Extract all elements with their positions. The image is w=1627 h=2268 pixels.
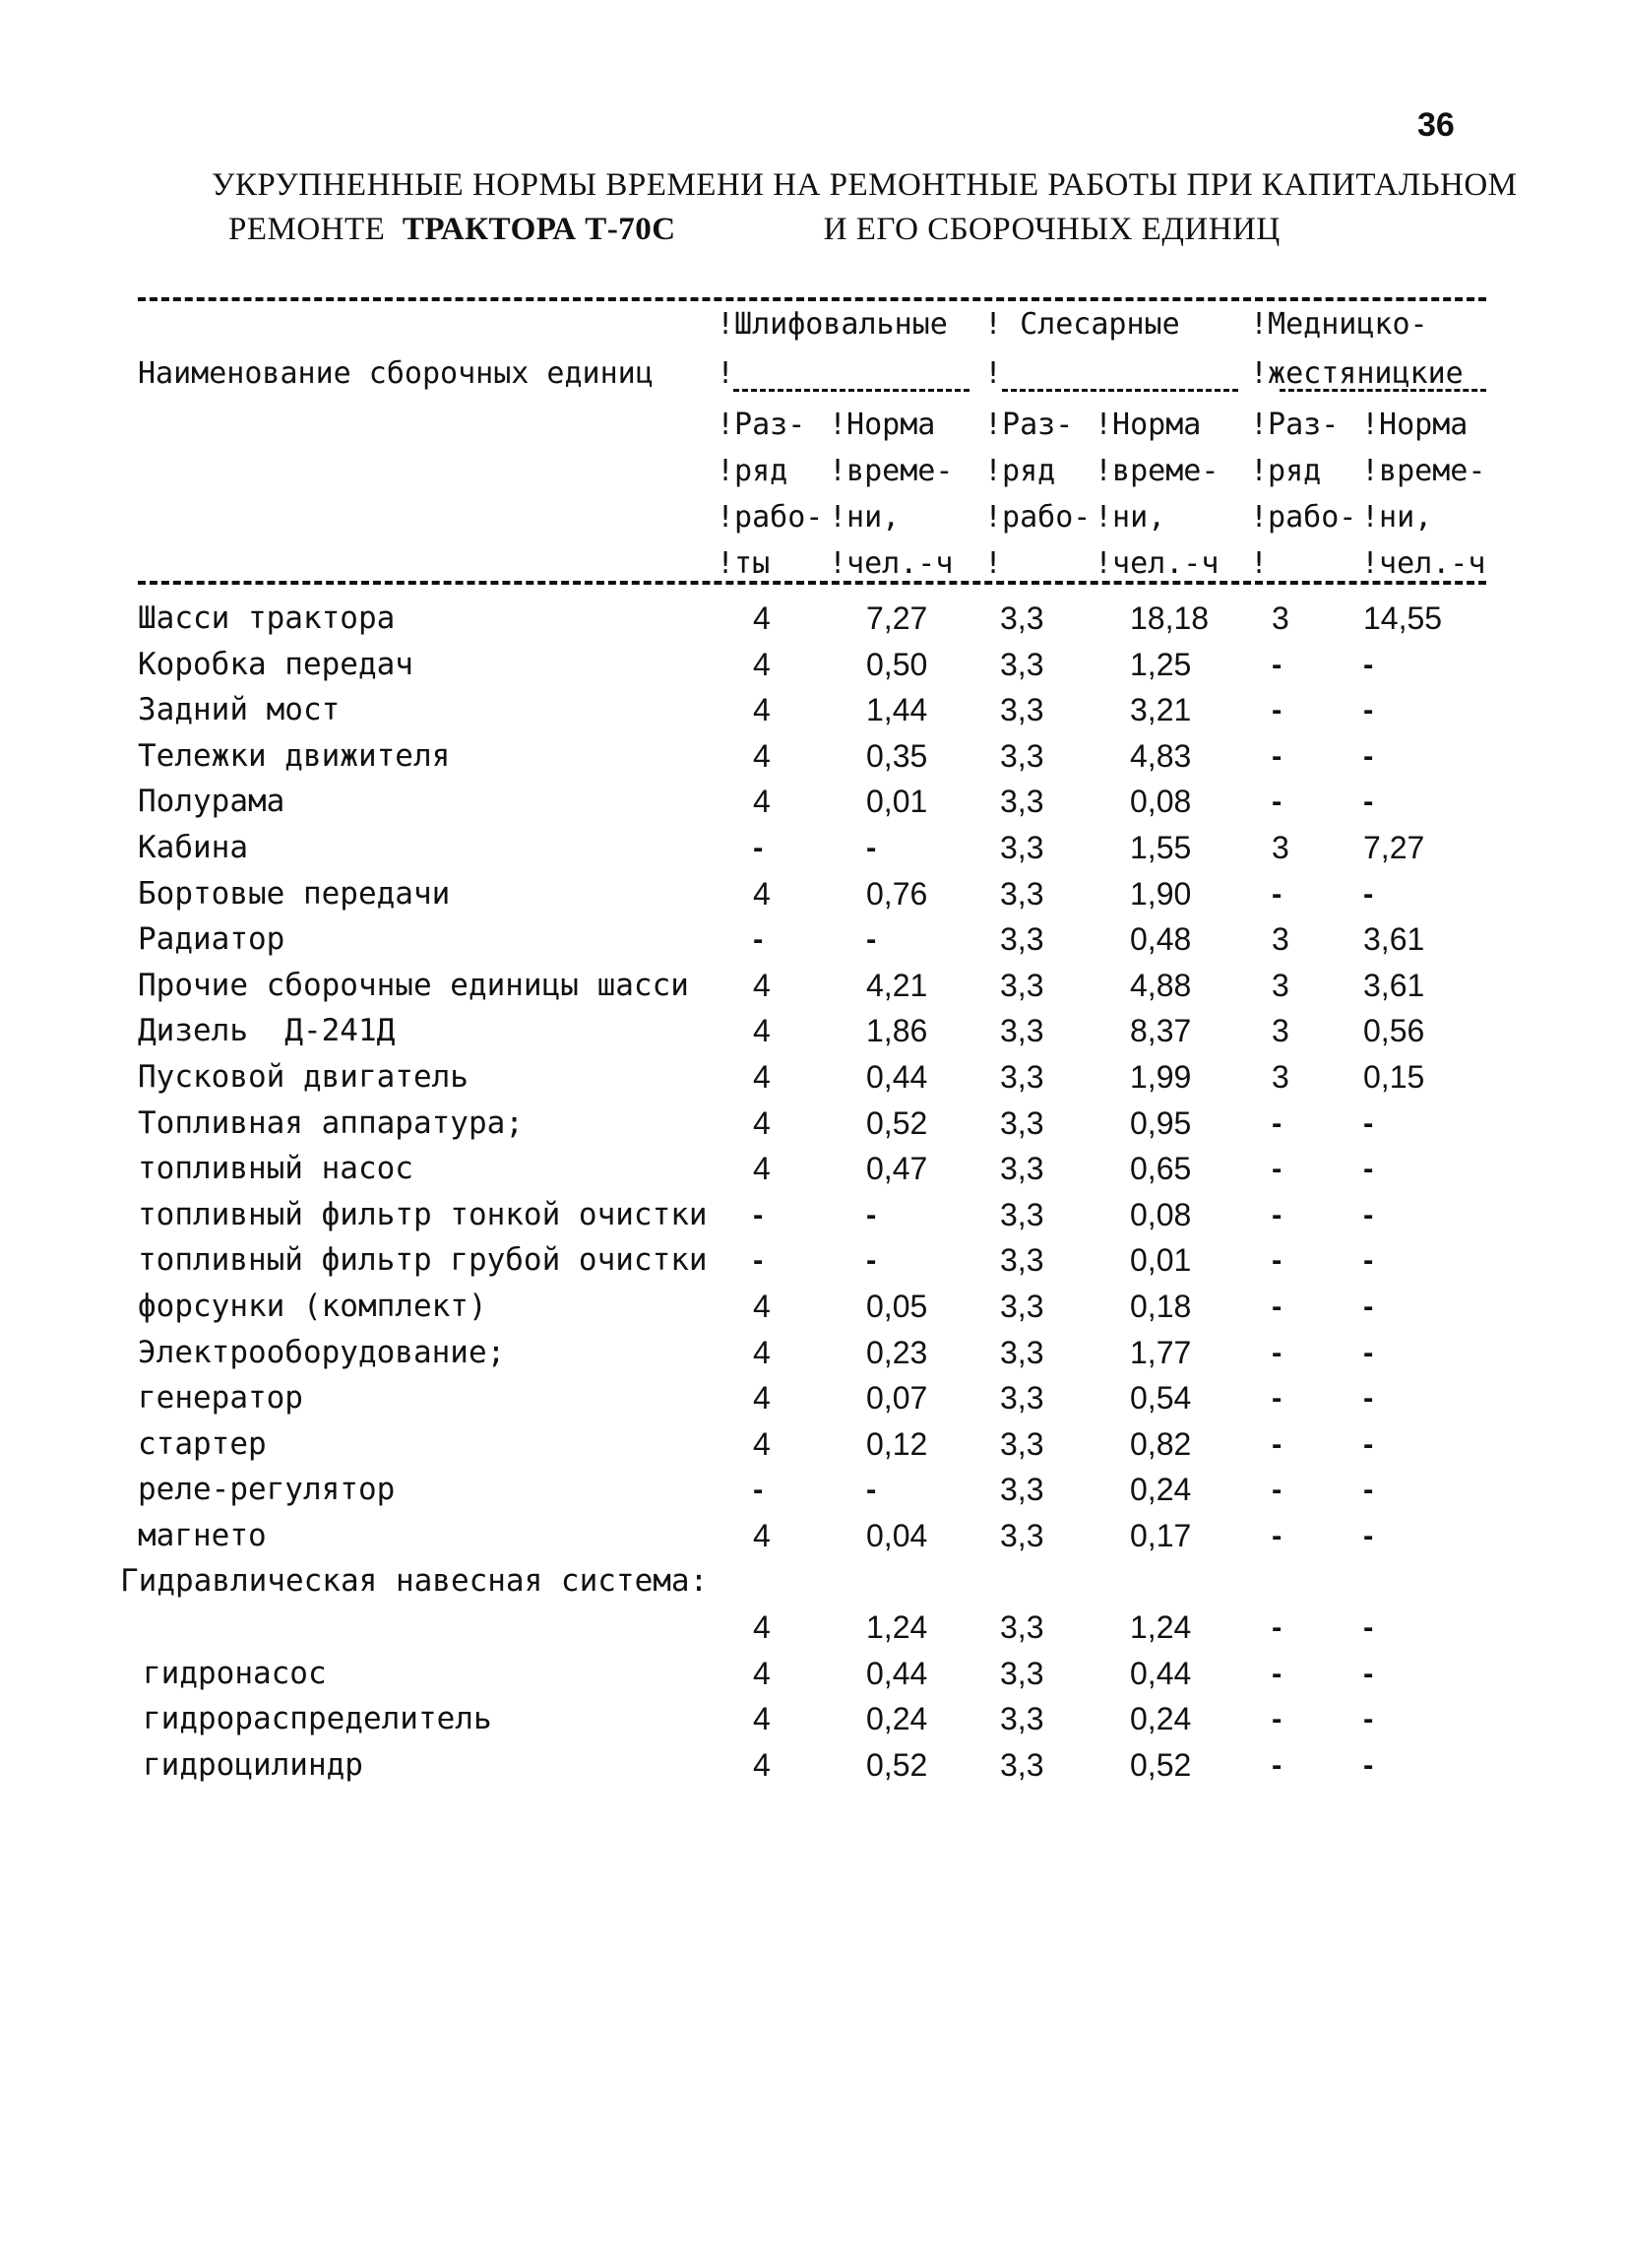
cell-grade-tinsmith: - [1272, 1472, 1283, 1507]
cell-grade-tinsmith: - [1272, 1609, 1283, 1645]
cell-grade-grinding: - [753, 1196, 764, 1231]
cell-grade-grinding: 4 [753, 967, 771, 1003]
header-group-tinsmith: !Медницко- [1250, 307, 1428, 342]
table-row [0, 1192, 1627, 1238]
row-name: магнето [138, 1517, 267, 1553]
cell-norm-grinding: 1,24 [866, 1609, 928, 1646]
cell-norm-tinsmith: - [1363, 1334, 1374, 1369]
cell-grade-grinding: 4 [753, 1746, 771, 1783]
cell-norm-tinsmith: - [1363, 646, 1374, 681]
cell-norm-tinsmith: - [1363, 1517, 1374, 1552]
cell-norm-locksmith: 1,90 [1130, 875, 1192, 912]
cell-grade-locksmith: 3,3 [1000, 921, 1044, 958]
cell-norm-locksmith: 0,52 [1130, 1746, 1192, 1783]
cell-grade-locksmith: 3,3 [1000, 646, 1044, 682]
cell-grade-grinding: 4 [753, 600, 771, 636]
cell-grade-locksmith: 3,3 [1000, 737, 1044, 774]
cell-grade-tinsmith: - [1272, 1517, 1283, 1552]
cell-grade-tinsmith: - [1272, 737, 1283, 773]
row-name: стартер [138, 1425, 267, 1462]
cell-norm-locksmith: 0,18 [1130, 1288, 1192, 1324]
cell-grade-grinding: - [753, 1472, 764, 1507]
cell-grade-grinding: 4 [753, 1701, 771, 1737]
cell-grade-tinsmith: - [1272, 1746, 1283, 1782]
cell-grade-grinding: 4 [753, 1058, 771, 1095]
cell-grade-tinsmith: - [1272, 1288, 1283, 1323]
cell-norm-grinding: 0,07 [866, 1380, 928, 1417]
cell-grade-locksmith: 3,3 [1000, 692, 1044, 728]
table-row [0, 1101, 1627, 1147]
table-row [0, 1375, 1627, 1421]
cell-norm-tinsmith: - [1363, 1655, 1374, 1690]
header-group-locksmith-bar: ! [984, 356, 1003, 391]
row-name: топливный насос [138, 1151, 413, 1187]
cell-grade-tinsmith: - [1272, 1196, 1283, 1231]
table-row [0, 1605, 1627, 1651]
cell-grade-locksmith: 3,3 [1000, 1013, 1044, 1049]
table-row [0, 1237, 1627, 1284]
cell-norm-locksmith: 0,08 [1130, 1196, 1192, 1232]
cell-norm-grinding: 0,01 [866, 784, 928, 820]
cell-norm-locksmith: 1,24 [1130, 1609, 1192, 1646]
cell-norm-locksmith: 1,77 [1130, 1334, 1192, 1370]
row-name: Электрооборудование; [138, 1334, 506, 1370]
cell-norm-tinsmith: - [1363, 1746, 1374, 1782]
cell-grade-tinsmith: - [1272, 784, 1283, 819]
header-group-locksmith: ! Слесарные [984, 307, 1180, 342]
cell-norm-tinsmith: 7,27 [1363, 829, 1425, 865]
header-group-underline [733, 389, 970, 392]
table-row [0, 687, 1627, 733]
cell-norm-locksmith: 4,88 [1130, 967, 1192, 1003]
row-name: Задний мост [138, 692, 341, 728]
cell-grade-grinding: 4 [753, 692, 771, 728]
cell-norm-grinding: - [866, 1242, 877, 1278]
cell-norm-locksmith: 0,65 [1130, 1151, 1192, 1187]
cell-norm-grinding: 0,76 [866, 875, 928, 912]
cell-grade-grinding: 4 [753, 646, 771, 682]
cell-norm-tinsmith: - [1363, 784, 1374, 819]
row-name: топливный фильтр тонкой очистки [138, 1196, 708, 1232]
cell-grade-tinsmith: - [1272, 1380, 1283, 1416]
subheader-grade-3: !Раз- !ряд !рабо- ! [1250, 408, 1357, 581]
cell-grade-grinding: 4 [753, 1013, 771, 1049]
cell-norm-grinding: - [866, 921, 877, 957]
cell-norm-tinsmith: - [1363, 1609, 1374, 1645]
cell-norm-grinding: 0,52 [866, 1746, 928, 1783]
cell-grade-grinding: 4 [753, 1334, 771, 1370]
cell-grade-grinding: 4 [753, 1380, 771, 1417]
cell-grade-tinsmith: - [1272, 1655, 1283, 1690]
row-name: топливный фильтр грубой очистки [138, 1242, 708, 1279]
cell-norm-tinsmith: - [1363, 692, 1374, 727]
document-title-line-1: УКРУПНЕННЫЕ НОРМЫ ВРЕМЕНИ НА РЕМОНТНЫЕ РАБОТЫ ПРИ КАПИТАЛЬНОМ [212, 167, 1518, 203]
cell-norm-tinsmith: 0,56 [1363, 1013, 1425, 1049]
cell-norm-locksmith: 0,48 [1130, 921, 1192, 958]
row-name: Кабина [138, 829, 248, 865]
cell-grade-tinsmith: - [1272, 646, 1283, 681]
cell-norm-locksmith: 0,01 [1130, 1242, 1192, 1279]
title-prefix: РЕМОНТЕ [228, 212, 386, 247]
cell-grade-locksmith: 3,3 [1000, 1242, 1044, 1279]
row-name: Радиатор [138, 921, 285, 958]
cell-grade-tinsmith: 3 [1272, 1013, 1289, 1049]
row-name: реле-регулятор [138, 1472, 396, 1508]
cell-norm-locksmith: 1,99 [1130, 1058, 1192, 1095]
row-name: Пусковой двигатель [138, 1058, 469, 1095]
cell-grade-locksmith: 3,3 [1000, 829, 1044, 865]
cell-grade-locksmith: 3,3 [1000, 1104, 1044, 1141]
header-group-grinding-bar: ! [717, 356, 735, 391]
cell-grade-locksmith: 3,3 [1000, 1472, 1044, 1508]
cell-norm-tinsmith: - [1363, 1701, 1374, 1736]
cell-norm-locksmith: 8,37 [1130, 1013, 1192, 1049]
table-row [0, 963, 1627, 1009]
cell-grade-tinsmith: - [1272, 692, 1283, 727]
cell-norm-grinding: 7,27 [866, 600, 928, 636]
table-row [0, 1513, 1627, 1559]
cell-grade-tinsmith: - [1272, 875, 1283, 911]
cell-grade-locksmith: 3,3 [1000, 600, 1044, 636]
cell-norm-tinsmith: 14,55 [1363, 600, 1443, 636]
cell-grade-tinsmith: - [1272, 1242, 1283, 1278]
row-name: Бортовые передачи [138, 875, 451, 912]
cell-grade-grinding: 4 [753, 1655, 771, 1691]
subheader-norm-1: !Норма !време- !ни, !чел.-ч [829, 408, 954, 581]
subheader-grade-1: !Раз- !ряд !рабо- !ты [717, 408, 824, 581]
cell-grade-locksmith: 3,3 [1000, 1425, 1044, 1462]
cell-norm-locksmith: 1,25 [1130, 646, 1192, 682]
cell-grade-grinding: 4 [753, 784, 771, 820]
cell-norm-grinding: 0,12 [866, 1425, 928, 1462]
cell-grade-grinding: 4 [753, 875, 771, 912]
row-name: Тележки движителя [138, 737, 451, 774]
row-name: форсунки (комплект) [138, 1288, 487, 1324]
row-name: Гидравлическая навесная система: [120, 1563, 709, 1600]
cell-norm-tinsmith: - [1363, 1472, 1374, 1507]
cell-norm-grinding: 1,86 [866, 1013, 928, 1049]
header-group-tinsmith-under: !жестяницкие [1250, 356, 1464, 391]
row-name: Дизель Д-241Д [138, 1013, 396, 1049]
table-row [0, 825, 1627, 871]
cell-norm-tinsmith: - [1363, 1380, 1374, 1416]
table-row [0, 1696, 1627, 1742]
cell-norm-grinding: 0,44 [866, 1655, 928, 1691]
table-row [0, 733, 1627, 780]
header-name-column: Наименование сборочных единиц [138, 356, 654, 391]
cell-grade-grinding: 4 [753, 737, 771, 774]
table-row [0, 1054, 1627, 1101]
subheader-norm-2: !Норма !време- !ни, !чел.-ч [1095, 408, 1220, 581]
page-number: 36 [1417, 106, 1455, 144]
cell-norm-grinding: 0,52 [866, 1104, 928, 1141]
cell-grade-tinsmith: 3 [1272, 967, 1289, 1003]
cell-grade-grinding: - [753, 1242, 764, 1278]
cell-grade-locksmith: 3,3 [1000, 1655, 1044, 1691]
cell-grade-locksmith: 3,3 [1000, 1058, 1044, 1095]
cell-norm-locksmith: 18,18 [1130, 600, 1210, 636]
row-name: Коробка передач [138, 646, 413, 682]
cell-grade-locksmith: 3,3 [1000, 1609, 1044, 1646]
table-row [0, 1330, 1627, 1376]
cell-grade-locksmith: 3,3 [1000, 784, 1044, 820]
cell-norm-grinding: - [866, 1196, 877, 1231]
row-name: Шасси трактора [138, 600, 396, 636]
cell-norm-tinsmith: - [1363, 1104, 1374, 1140]
table-row [0, 1742, 1627, 1789]
cell-norm-tinsmith: - [1363, 1425, 1374, 1461]
title-tractor-model: ТРАКТОРА Т-70С [402, 212, 676, 247]
cell-norm-locksmith: 0,82 [1130, 1425, 1192, 1462]
cell-grade-locksmith: 3,3 [1000, 1517, 1044, 1553]
subheader-grade-2: !Раз- !ряд !рабо- ! [984, 408, 1092, 581]
cell-norm-tinsmith: 3,61 [1363, 921, 1425, 958]
cell-norm-tinsmith: - [1363, 1196, 1374, 1231]
table-row [0, 596, 1627, 642]
cell-grade-locksmith: 3,3 [1000, 1288, 1044, 1324]
subheader-norm-3: !Норма !време- !ни, !чел.-ч [1361, 408, 1486, 581]
cell-grade-tinsmith: 3 [1272, 829, 1289, 865]
cell-grade-locksmith: 3,3 [1000, 1196, 1044, 1232]
row-name: Топливная аппаратура; [138, 1104, 524, 1141]
cell-grade-locksmith: 3,3 [1000, 1746, 1044, 1783]
cell-grade-locksmith: 3,3 [1000, 1701, 1044, 1737]
header-group-underline [1002, 389, 1238, 392]
row-name: Прочие сборочные единицы шасси [138, 967, 689, 1003]
cell-norm-tinsmith: - [1363, 875, 1374, 911]
cell-grade-grinding: 4 [753, 1517, 771, 1553]
cell-grade-locksmith: 3,3 [1000, 1151, 1044, 1187]
cell-grade-tinsmith: - [1272, 1425, 1283, 1461]
cell-norm-grinding: 0,04 [866, 1517, 928, 1553]
cell-grade-tinsmith: - [1272, 1104, 1283, 1140]
table-row [0, 916, 1627, 963]
cell-grade-grinding: - [753, 829, 764, 864]
cell-norm-locksmith: 0,08 [1130, 784, 1192, 820]
cell-norm-grinding: 0,44 [866, 1058, 928, 1095]
cell-norm-grinding: 0,05 [866, 1288, 928, 1324]
cell-norm-locksmith: 1,55 [1130, 829, 1192, 865]
row-name: генератор [138, 1380, 303, 1417]
cell-grade-tinsmith: 3 [1272, 1058, 1289, 1095]
table-header-divider [138, 581, 1486, 585]
cell-norm-tinsmith: 3,61 [1363, 967, 1425, 1003]
table-top-divider [138, 297, 1486, 301]
cell-grade-tinsmith: 3 [1272, 600, 1289, 636]
cell-norm-locksmith: 0,17 [1130, 1517, 1192, 1553]
cell-norm-grinding: 4,21 [866, 967, 928, 1003]
cell-grade-tinsmith: 3 [1272, 921, 1289, 958]
cell-grade-grinding: 4 [753, 1288, 771, 1324]
row-name: гидроцилиндр [143, 1746, 363, 1783]
cell-norm-grinding: - [866, 1472, 877, 1507]
cell-norm-grinding: - [866, 829, 877, 864]
table-row [0, 1008, 1627, 1054]
table-row [0, 779, 1627, 825]
cell-norm-grinding: 0,35 [866, 737, 928, 774]
table-row [0, 1284, 1627, 1330]
cell-norm-locksmith: 0,44 [1130, 1655, 1192, 1691]
table-row [0, 642, 1627, 688]
cell-norm-tinsmith: - [1363, 737, 1374, 773]
cell-norm-tinsmith: - [1363, 1288, 1374, 1323]
header-group-underline [1280, 389, 1486, 392]
cell-grade-grinding: - [753, 921, 764, 957]
table-row [0, 1467, 1627, 1513]
cell-grade-locksmith: 3,3 [1000, 875, 1044, 912]
cell-norm-tinsmith: - [1363, 1242, 1374, 1278]
cell-grade-locksmith: 3,3 [1000, 1380, 1044, 1417]
cell-grade-locksmith: 3,3 [1000, 1334, 1044, 1370]
title-suffix: И ЕГО СБОРОЧНЫХ ЕДИНИЦ [823, 212, 1281, 247]
cell-grade-tinsmith: - [1272, 1151, 1283, 1186]
cell-norm-grinding: 0,23 [866, 1334, 928, 1370]
cell-grade-grinding: 4 [753, 1425, 771, 1462]
cell-grade-tinsmith: - [1272, 1334, 1283, 1369]
cell-norm-locksmith: 0,24 [1130, 1472, 1192, 1508]
row-name: Полурама [138, 784, 285, 820]
cell-norm-grinding: 1,44 [866, 692, 928, 728]
cell-norm-locksmith: 4,83 [1130, 737, 1192, 774]
cell-grade-locksmith: 3,3 [1000, 967, 1044, 1003]
row-name: гидронасос [143, 1655, 327, 1691]
cell-norm-grinding: 0,47 [866, 1151, 928, 1187]
table-row [0, 1558, 1627, 1605]
cell-norm-grinding: 0,24 [866, 1701, 928, 1737]
table-body [0, 596, 1627, 1788]
cell-norm-tinsmith: 0,15 [1363, 1058, 1425, 1095]
row-name: гидрораспределитель [143, 1701, 492, 1737]
table-row [0, 1651, 1627, 1697]
cell-norm-locksmith: 0,54 [1130, 1380, 1192, 1417]
cell-norm-locksmith: 0,24 [1130, 1701, 1192, 1737]
table-row [0, 871, 1627, 917]
cell-grade-grinding: 4 [753, 1151, 771, 1187]
cell-grade-grinding: 4 [753, 1609, 771, 1646]
cell-norm-locksmith: 3,21 [1130, 692, 1192, 728]
cell-grade-tinsmith: - [1272, 1701, 1283, 1736]
table-row [0, 1421, 1627, 1468]
table-row [0, 1146, 1627, 1192]
cell-norm-grinding: 0,50 [866, 646, 928, 682]
cell-grade-grinding: 4 [753, 1104, 771, 1141]
cell-norm-tinsmith: - [1363, 1151, 1374, 1186]
document-title-line-2 [0, 212, 1627, 248]
header-group-grinding: !Шлифовальные [717, 307, 948, 342]
cell-norm-locksmith: 0,95 [1130, 1104, 1192, 1141]
